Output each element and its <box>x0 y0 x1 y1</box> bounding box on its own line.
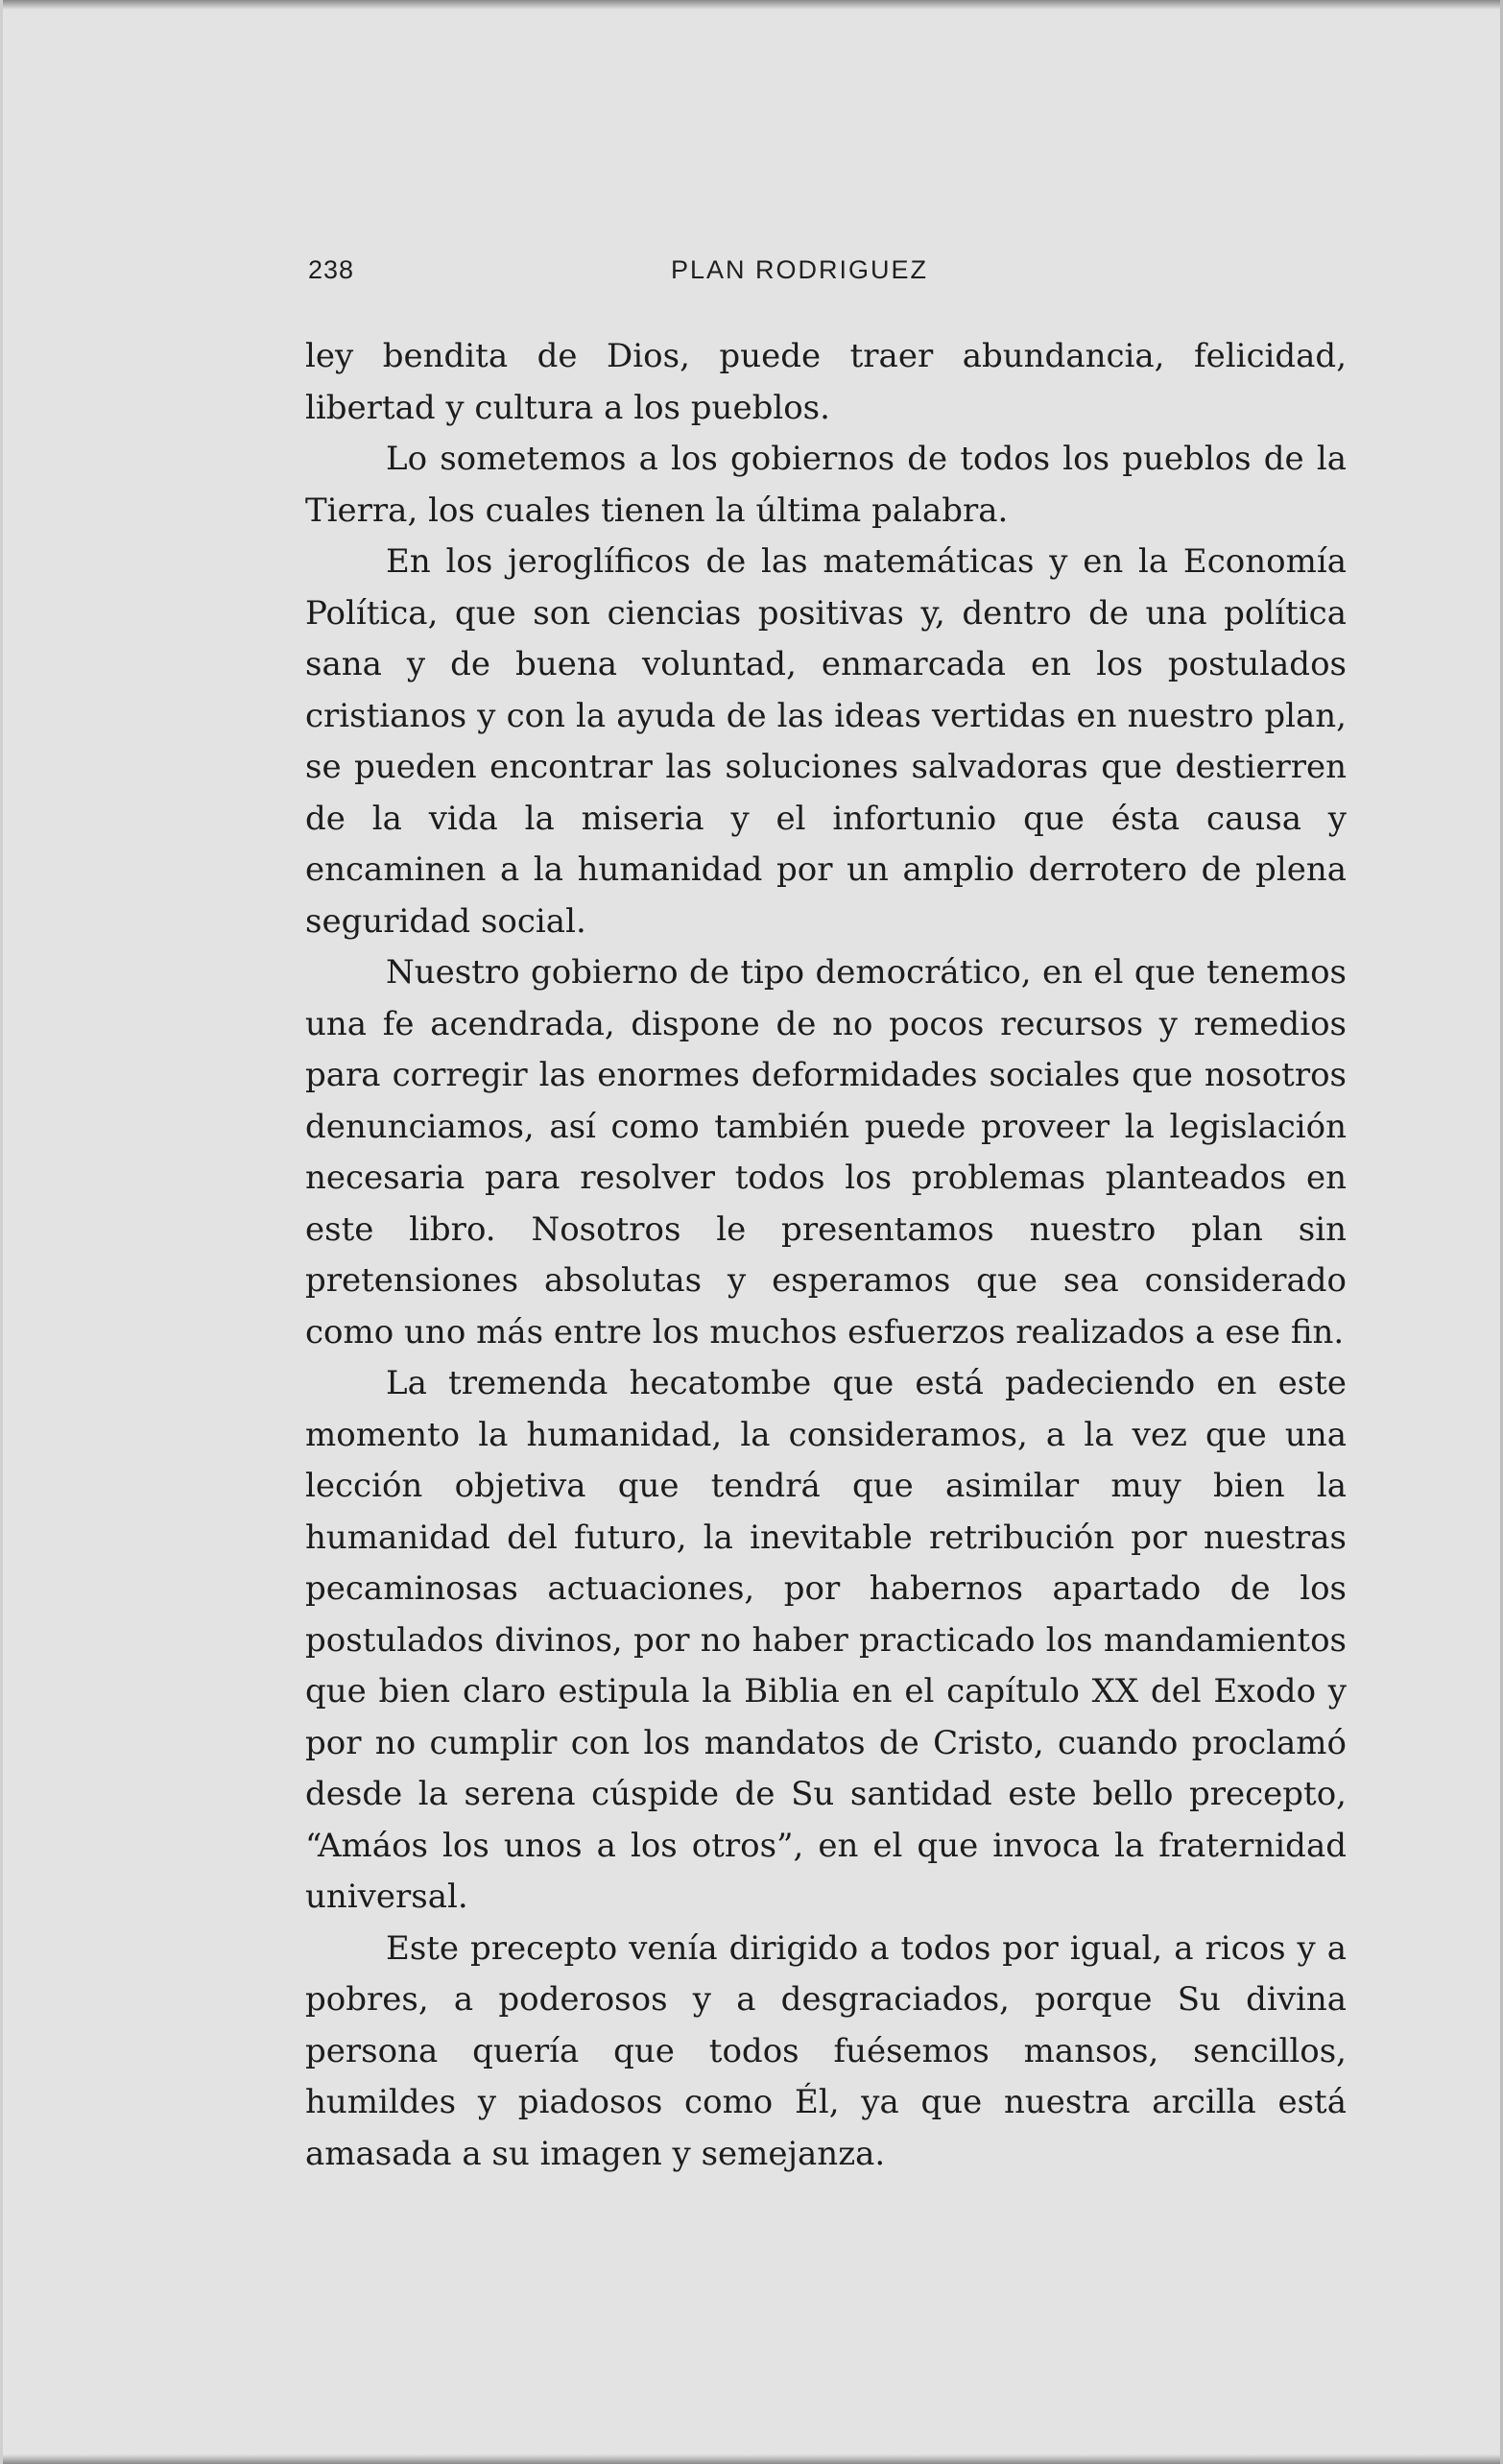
page-top-edge <box>3 0 1500 10</box>
paragraph-3: En los jeroglíficos de las matemáticas y en la Economía Política, que son ciencias positivas y, dentro de una política sana y de buena voluntad, enmarcada en los postulados cristianos y con la ayuda de las ideas vertidas en nuestro plan, se pueden encontrar las soluciones salvadoras que destierren de la vida la miseria y el infortunio que ésta causa y encaminen a la humanidad por un amplio derrotero de plena seguridad social. <box>305 542 1347 941</box>
page-bottom-edge <box>3 2454 1500 2464</box>
paragraph-6: Este precepto venía dirigido a todos por igual, a ricos y a pobres, a poderosos y a desgraciados, porque Su divina persona quería que todos fuésemos mansos, sencillos, humildes y piadosos como Él, ya que nuestra arcilla está amasada a su imagen y semejanza. <box>305 1928 1347 2173</box>
paragraph-2: Lo sometemos a los gobiernos de todos los pueblos de la Tierra, los cuales tienen la última palabra. <box>305 440 1347 530</box>
body-text <box>305 331 1347 2180</box>
page-header <box>308 255 1277 294</box>
paragraph-1: ley bendita de Dios, puede traer abundancia, felicidad, libertad y cultura a los pueblos. <box>305 337 1347 427</box>
running-title: PLAN RODRIGUEZ <box>671 255 929 284</box>
paragraph-4: Nuestro gobierno de tipo democrático, en el que tenemos una fe acendrada, dispone de no pocos recursos y remedios para corregir las enormes deformidades sociales que nosotros denunciamos, así como también puede proveer la legislación necesaria para resolver todos los problemas planteados en este libro. Nosotros le presentamos nuestro plan sin pretensiones absolutas y esperamos que sea considerado como uno más entre los muchos esfuerzos realizados a ese fin. <box>305 953 1347 1352</box>
paragraph-5: La tremenda hecatombe que está padeciendo en este momento la humanidad, la consideramos, a la vez que una lección objetiva que tendrá que asimilar muy bien la humanidad del futuro, la inevitable retribución por nuestras pecaminosas actuaciones, por habernos apartado de los postulados divinos, por no haber practicado los mandamientos que bien claro estipula la Biblia en el capítulo XX del Exodo y por no cumplir con los mandatos de Cristo, cuando proclamó desde la serena cúspide de Su santidad este bello precepto, “Amáos los unos a los otros”, en el que invoca la fraternidad universal. <box>305 1364 1347 1916</box>
page-number: 238 <box>308 255 355 284</box>
